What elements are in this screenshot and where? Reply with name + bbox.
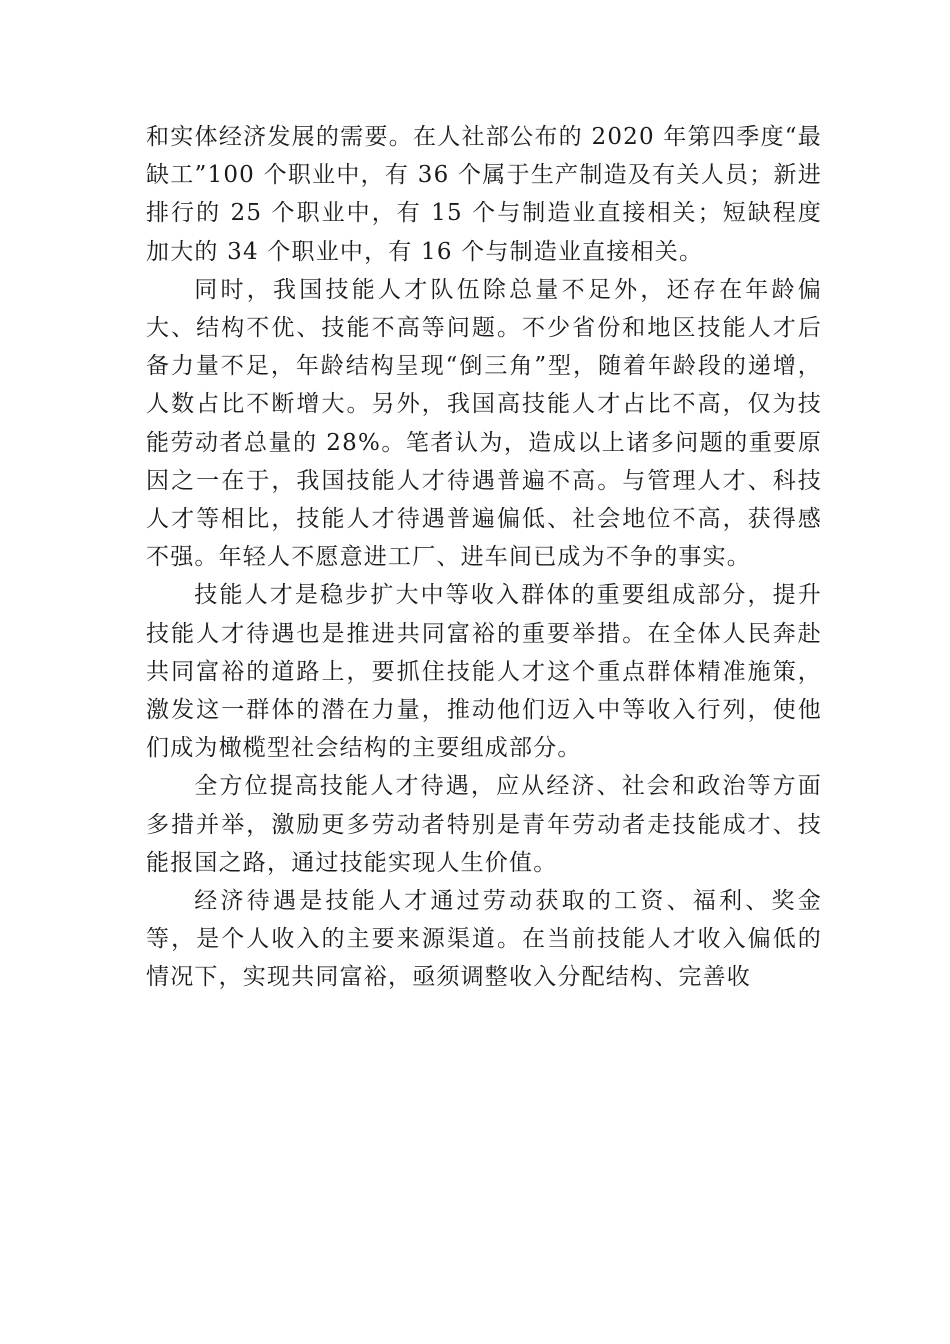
paragraph-1: 和实体经济发展的需要。在人社部公布的 2020 年第四季度“最缺工”100 个职业中，有 36 个属于生产制造及有关人员；新进排行的 25 个职业中，有 15 个与制造业直接相关；短缺程度加大的 34 个职业中，有 16 个与制造业直接相关。	[146, 124, 822, 265]
article-body	[146, 118, 822, 997]
paragraph-5: 经济待遇是技能人才通过劳动获取的工资、福利、奖金等，是个人收入的主要来源渠道。在当前技能人才收入偏低的情况下，实现共同富裕，亟须调整收入分配结构、完善收	[146, 888, 822, 991]
paragraph-2: 同时，我国技能人才队伍除总量不足外，还存在年龄偏大、结构不优、技能不高等问题。不少省份和地区技能人才后备力量不足，年龄结构呈现“倒三角”型，随着年龄段的递增，人数占比不断增大。另外，我国高技能人才占比不高，仅为技能劳动者总量的 28%。笔者认为，造成以上诸多问题的重要原因之一在于，我国技能人才待遇普遍不高。与管理人才、科技人才等相比，技能人才待遇普遍偏低、社会地位不高，获得感不强。年轻人不愿意进工厂、进车间已成为不争的事实。	[146, 276, 822, 571]
paragraph-3: 技能人才是稳步扩大中等收入群体的重要组成部分，提升技能人才待遇也是推进共同富裕的重要举措。在全体人民奔赴共同富裕的道路上，要抓住技能人才这个重点群体精准施策，激发这一群体的潜在力量，推动他们迈入中等收入行列，使他们成为橄榄型社会结构的主要组成部分。	[146, 582, 822, 762]
paragraph-4: 全方位提高技能人才待遇，应从经济、社会和政治等方面多措并举，激励更多劳动者特别是青年劳动者走技能成才、技能报国之路，通过技能实现人生价值。	[146, 773, 822, 876]
